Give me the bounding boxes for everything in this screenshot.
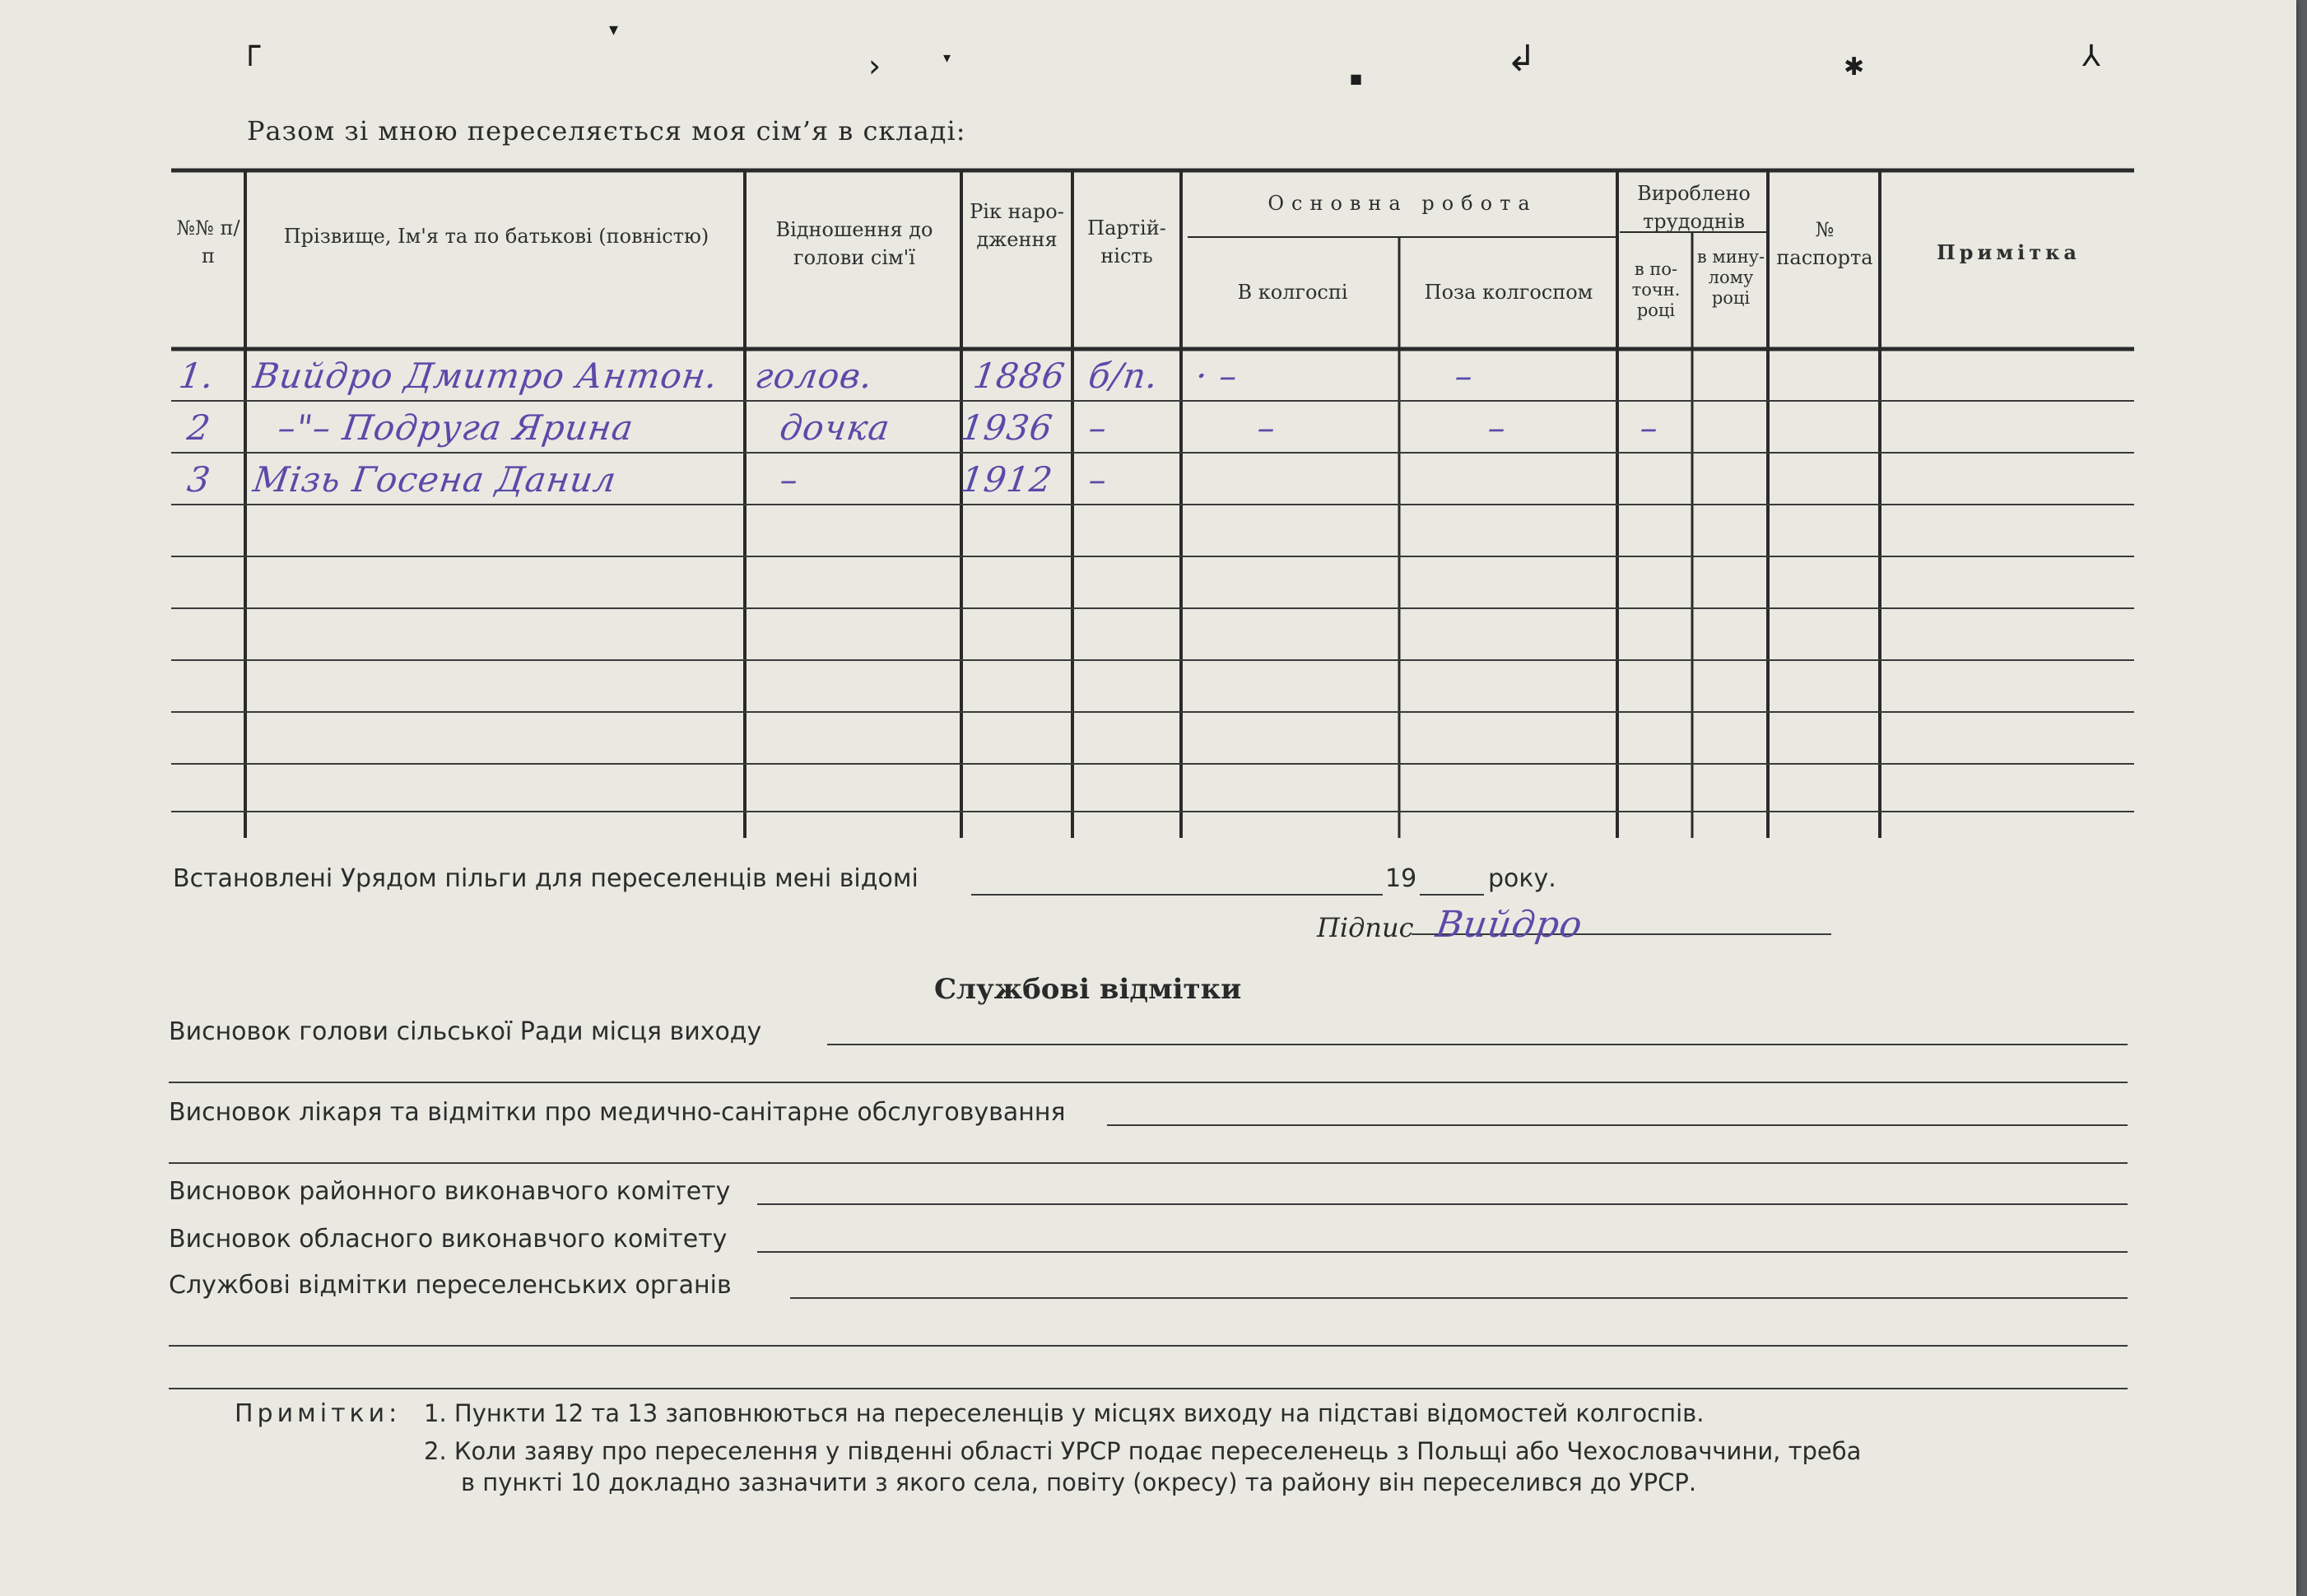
fill-line: [169, 1162, 2128, 1164]
row-2-current-year: –: [1637, 407, 1662, 448]
note-2-continued: в пункті 10 докладно зазначити з якого села, повіту (окресу) та району він переселився до УРСР.: [461, 1468, 1697, 1496]
row-3-name: Мізь Госена Данил: [250, 459, 620, 500]
fill-line: [1107, 1124, 2128, 1126]
ink-speck: ↲: [1506, 38, 1537, 80]
benefits-text: Встановлені Урядом пільги для переселенців мені відомі: [173, 864, 919, 893]
header-party: Партій- ність: [1087, 216, 1166, 268]
ink-speck: ■: [1350, 71, 1363, 86]
row-1-name: Вийдро Дмитро Антон.: [250, 356, 721, 396]
row-1-num: 1.: [176, 356, 217, 396]
row-1-outside-kolhosp: –: [1452, 356, 1477, 396]
official-line-district: Висновок районного виконавчого комітету: [169, 1177, 731, 1206]
signature-handwriting: Вийдро: [1433, 904, 1586, 946]
ink-speck: ⅄: [2082, 40, 2100, 73]
signature-label: Підпис: [1317, 912, 1414, 943]
year-fill-line: [1420, 894, 1484, 896]
header-in-kolhosp: В колгоспі: [1237, 281, 1348, 304]
note-2: 2. Коли заяву про переселення у південні області УРСР подає переселенець з Польщі або Чехословаччини, треба: [424, 1437, 1862, 1465]
official-line-village-council: Висновок голови сільської Ради місця виходу: [169, 1017, 762, 1046]
row-1-birth-year: 1886: [970, 356, 1068, 396]
row-3-birth-year: 1912: [958, 459, 1056, 500]
row-2-in-kolhosp: –: [1254, 407, 1279, 448]
fill-line: [169, 1388, 2128, 1389]
fill-line: [757, 1251, 2128, 1253]
header-workdays: Вироблено трудоднів: [1637, 182, 1751, 233]
ink-speck: ▾: [943, 49, 951, 67]
header-note: Примітка: [1937, 240, 2081, 264]
header-name: Прізвище, Ім'я та по батькові (повністю): [283, 225, 709, 248]
intro-text: Разом зі мною переселяється моя сім’я в складі:: [247, 115, 966, 147]
row-2-birth-year: 1936: [958, 407, 1056, 448]
row-3-party: –: [1086, 459, 1110, 500]
official-line-resettlement: Службові відмітки переселенських органів: [169, 1271, 732, 1300]
row-2-name: –"– Подруга Ярина: [275, 407, 637, 448]
header-num: №№ п/п: [176, 216, 240, 268]
ink-speck: ┌: [240, 28, 261, 66]
ink-speck: ✱: [1844, 53, 1865, 81]
row-2-relation: дочка: [777, 407, 893, 448]
row-3-num: 3: [184, 459, 214, 500]
fill-line: [827, 1044, 2128, 1045]
header-birth-year: Рік наро- дження: [970, 200, 1064, 251]
row-1-party: б/п.: [1086, 356, 1161, 396]
notes-label: Примітки:: [235, 1399, 402, 1428]
ink-speck: ▾: [609, 20, 619, 40]
header-relation: Відношення до голови сім'ї: [775, 218, 933, 269]
row-1-in-kolhosp: · –: [1193, 356, 1241, 396]
official-title: Службові відмітки: [934, 973, 1242, 1006]
ink-speck: ›: [868, 48, 881, 84]
fill-line: [169, 1082, 2128, 1083]
header-main-work: Основна робота: [1267, 192, 1537, 215]
header-passport: № паспорта: [1776, 218, 1873, 269]
benefits-fill-line: [971, 894, 1383, 896]
row-1-relation: голов.: [752, 356, 876, 396]
note-1: 1. Пункти 12 та 13 заповнюються на переселенців у місцях виходу на підставі відомостей колгоспів.: [424, 1399, 1705, 1427]
row-2-outside-kolhosp: –: [1485, 407, 1509, 448]
fill-line: [169, 1345, 2128, 1347]
row-2-party: –: [1086, 407, 1110, 448]
official-line-doctor: Висновок лікаря та відмітки про медично-санітарне обслуговування: [169, 1098, 1066, 1127]
fill-line: [790, 1297, 2128, 1299]
benefits-year-prefix: 19: [1385, 864, 1417, 893]
family-table: [171, 165, 2134, 838]
row-2-num: 2: [184, 407, 214, 448]
header-outside-kolhosp: Поза колгоспом: [1424, 281, 1593, 304]
row-3-relation: –: [777, 459, 802, 500]
benefits-year-suffix: року.: [1488, 864, 1556, 893]
fill-line: [757, 1203, 2128, 1205]
official-line-region: Висновок обласного виконавчого комітету: [169, 1225, 728, 1254]
header-last-year: в мину- лому році: [1696, 247, 1765, 308]
header-current-year: в по- точн. році: [1631, 259, 1681, 320]
